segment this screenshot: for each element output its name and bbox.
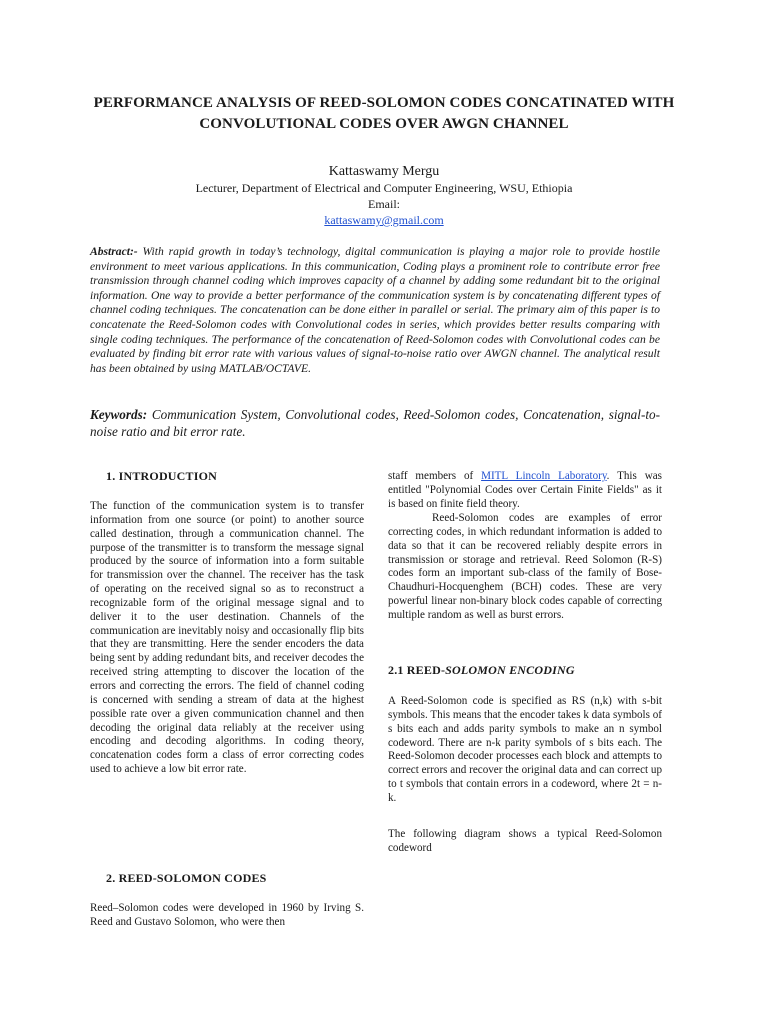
p1-pre: staff members of bbox=[388, 470, 482, 482]
section-heading-reed-solomon: 2. REED-SOLOMON CODES bbox=[106, 871, 267, 885]
title-line-2: CONVOLUTIONAL CODES OVER AWGN CHANNEL bbox=[199, 116, 569, 132]
right-col-paragraph-1 bbox=[388, 470, 662, 512]
author-affiliation-block bbox=[0, 180, 768, 228]
right-col-paragraph-4: The following diagram shows a typical Reed-Solomon codeword bbox=[388, 828, 662, 854]
email-label: Email: bbox=[368, 197, 400, 211]
subsection-heading-encoding bbox=[388, 663, 575, 678]
right-col-paragraph-2: Reed-Solomon codes are examples of error correcting codes, in which redundant information is added to data so that it can be recovered reliably despite errors in transmission or storage and retrieval. Reed Solomon (R-S) codes form an important sub-class of the family of Bose- Chaudhuri-Hocquenghem (BCH) codes. These are very powerful linear non-binary block codes capable of correcting multiple random as well as burst errors. bbox=[388, 512, 662, 621]
mit-lincoln-lab-link[interactable]: MITL Lincoln Laboratory bbox=[481, 470, 607, 482]
keywords bbox=[90, 406, 660, 440]
title-line-1: PERFORMANCE ANALYSIS OF REED-SOLOMON CODES CONCATINATED WITH bbox=[93, 95, 675, 111]
keywords-label: Keywords: bbox=[90, 407, 148, 422]
abstract-label: Abstract:- bbox=[90, 245, 138, 258]
introduction-body: The function of the communication system is to transfer information from one source (or point) to another source called destination, through a communication channel. The purpose of the transmitter is to transform the message signal produced by the source of information into a form suitable for transmission over the channel. The receiver has the task of operating on the received signal so as to reconstruct a recognizable form of the original message signal and to deliver it to the user destination. Channels of the communication are inevitably noisy and occasionally flip bits that they are transmitting. Here the sender encoders the data being sent by adding redundant bits, and receiver decodes the received string attempting to discover the location of the errors and correcting the errors. The field of channel coding is concerned with sending a stream of data at the highest possible rate over a given communication channel and then decoding the original data reliably at the receiver using encoding and decoding algorithms. In coding theory, concatenation codes form a class of error correcting codes used to achieve a low bit error rate. bbox=[90, 500, 364, 776]
paper-title bbox=[60, 93, 708, 135]
right-col-paragraph-3: A Reed-Solomon code is specified as RS (n,k) with s-bit symbols. This means that the encoder takes k data symbols of s bits each and adds parity symbols to make an n symbol codeword. There are n-k parity symbols of s bits each. The Reed-Solomon decoder processes each block and attempts to correct errors and recover the original data and can correct up to t symbols that contain errors in a codeword, where 2t = n-k. bbox=[388, 695, 662, 804]
email-line bbox=[0, 196, 768, 228]
abstract-text: With rapid growth in today’s technology, digital communication is playing a major role to provide hostile environment to meet various applications. In this communication, Coding plays a prominent role to contribute error free transmission through channel coding which improves capacity of a channel by adding some redundant bit to the original information. One way to provide a better performance of the communication system is by concatenating different types of channel coding techniques. The concatenation can be done either in parallel or serial. The primary aim of this paper is to concatenate the Reed-Solomon codes with Convolutional codes in series, which provides better results comparing with single coding techniques. The performance of the concatenation of Reed-Solomon codes with Convolutional codes can be evaluated by finding bit error rate with various values of signal-to-noise ratio over AWGN channel. The analytical result has been obtained by using MATLAB/OCTAVE. bbox=[90, 245, 660, 375]
keywords-text: Communication System, Convolutional codes, Reed-Solomon codes, Concatenation, signal-to-noise ratio and bit error rate. bbox=[90, 407, 660, 439]
subsection-number: 2.1 REED- bbox=[388, 663, 446, 677]
abstract bbox=[90, 245, 660, 376]
author-name: Kattaswamy Mergu bbox=[328, 164, 440, 179]
subsection-title: SOLOMON ENCODING bbox=[445, 663, 575, 677]
reed-solomon-body: Reed–Solomon codes were developed in 1960 by Irving S. Reed and Gustavo Solomon, who were then bbox=[90, 902, 364, 928]
affiliation: Lecturer, Department of Electrical and Computer Engineering, WSU, Ethiopia bbox=[195, 181, 573, 195]
email-link[interactable]: kattaswamy@gmail.com bbox=[324, 213, 444, 227]
p1-post: . This was entitled "Polynomial Codes over Certain Finite Fields" as it is based on finite field theory. bbox=[388, 470, 662, 510]
section-heading-introduction: 1. INTRODUCTION bbox=[106, 469, 218, 483]
